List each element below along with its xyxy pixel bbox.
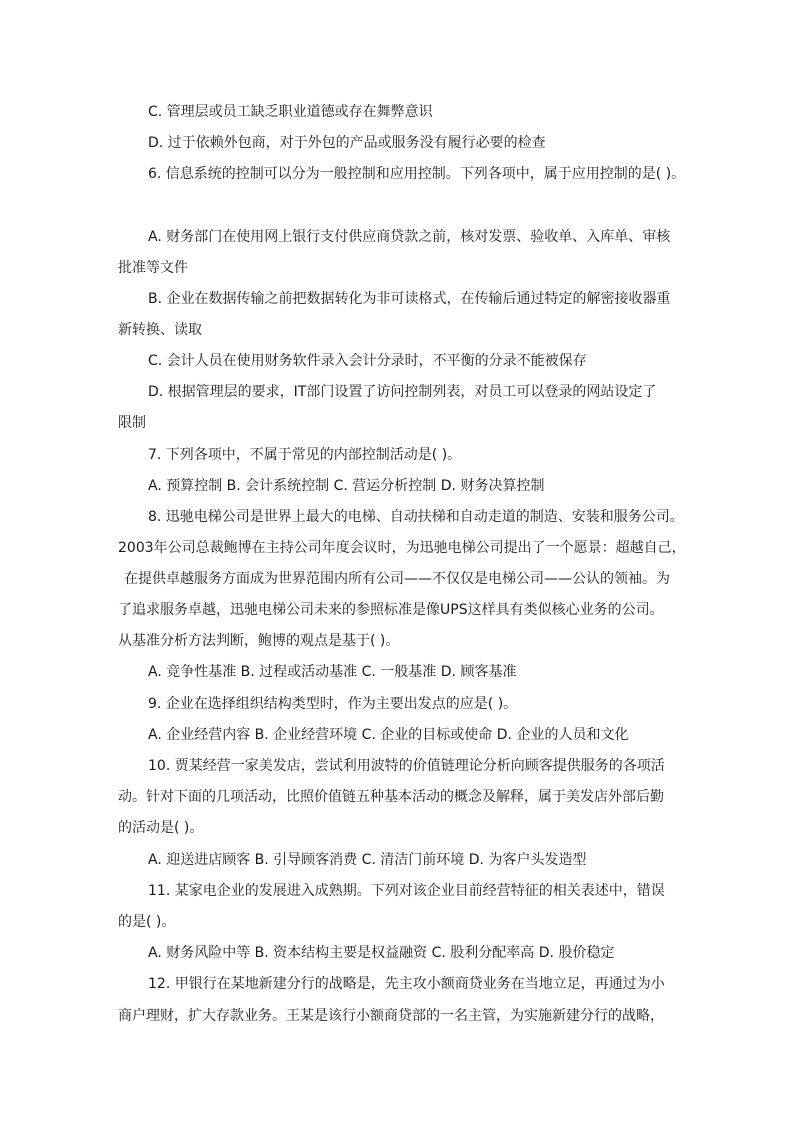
option-5c: C. 管理层或员工缺乏职业道德或存在舞弊意识: [148, 104, 433, 120]
option-6a-line2: 批准等文件: [118, 260, 188, 276]
option-6a-line1: A. 财务部门在使用网上银行支付供应商贷款之前，核对发票、验收单、入库单、审核: [148, 229, 671, 245]
question-9: 9. 企业在选择组织结构类型时，作为主要出发点的应是( )。: [148, 696, 518, 712]
options-7: A. 预算控制 B. 会计系统控制 C. 营运分析控制 D. 财务决算控制: [148, 478, 545, 494]
option-6c: C. 会计人员在使用财务软件录入会计分录时，不平衡的分录不能被保存: [148, 353, 587, 369]
options-9: A. 企业经营内容 B. 企业经营环境 C. 企业的目标或使命 D. 企业的人员和文化: [148, 727, 629, 743]
question-6: 6. 信息系统的控制可以分为一般控制和应用控制。下列各项中，属于应用控制的是( )。: [148, 166, 686, 182]
question-10-line1: 10. 贾某经营一家美发店，尝试利用波特的价值链理论分析向顾客提供服务的各项活: [148, 758, 665, 774]
option-6d-line1: D. 根据管理层的要求，IT部门设置了访问控制列表，对员工可以登录的网站设定了: [148, 384, 657, 400]
question-10-line3: 的活动是( )。: [118, 820, 204, 836]
question-12-line1: 12. 甲银行在某地新建分行的战略是，先主攻小额商贷业务在当地立足，再通过为小: [148, 976, 665, 992]
question-8-line3: 在提供卓越服务方面成为世界范围内所有公司——不仅仅是电梯公司——公认的领袖。为: [124, 571, 670, 587]
question-10-line2: 动。针对下面的几项活动，比照价值链五种基本活动的概念及解释，属于美发店外部后勤: [118, 789, 664, 805]
option-5d: D. 过于依赖外包商，对于外包的产品或服务没有履行必要的检查: [148, 135, 546, 151]
question-12-line2: 商户理财，扩大存款业务。王某是该行小额商贷部的一名主管，为实施新建分行的战略，: [118, 1008, 664, 1024]
option-6b-line1: B. 企业在数据传输之前把数据转化为非可读格式，在传输后通过特定的解密接收器重: [148, 291, 671, 307]
options-10: A. 迎送进店顾客 B. 引导顾客消费 C. 清洁门前环境 D. 为客户头发造型: [148, 852, 587, 868]
question-8-line1: 8. 迅驰电梯公司是世界上最大的电梯、自动扶梯和自动走道的制造、安装和服务公司。: [148, 509, 684, 525]
options-11: A. 财务风险中等 B. 资本结构主要是权益融资 C. 股利分配率高 D. 股价稳定: [148, 945, 615, 961]
question-8-line5: 从基准分析方法判断，鲍博的观点是基于( )。: [118, 633, 400, 649]
question-11-line1: 11. 某家电企业的发展进入成熟期。下列对该企业目前经营特征的相关表述中，错误: [148, 883, 665, 899]
option-6b-line2: 新转换、读取: [118, 322, 202, 338]
option-6d-line2: 限制: [118, 415, 146, 431]
question-8-line2: 2003年公司总裁鲍博在主持公司年度会议时，为迅驰电梯公司提出了一个愿景：超越自己，: [118, 540, 686, 556]
question-7: 7. 下列各项中，不属于常见的内部控制活动是( )。: [148, 447, 462, 463]
question-8-line4: 了追求服务卓越，迅驰电梯公司未来的参照标准是像UPS这样具有类似核心业务的公司。: [118, 602, 664, 618]
options-8: A. 竞争性基准 B. 过程或活动基准 C. 一般基准 D. 顾客基准: [148, 664, 517, 680]
question-11-line2: 的是( )。: [118, 914, 176, 930]
